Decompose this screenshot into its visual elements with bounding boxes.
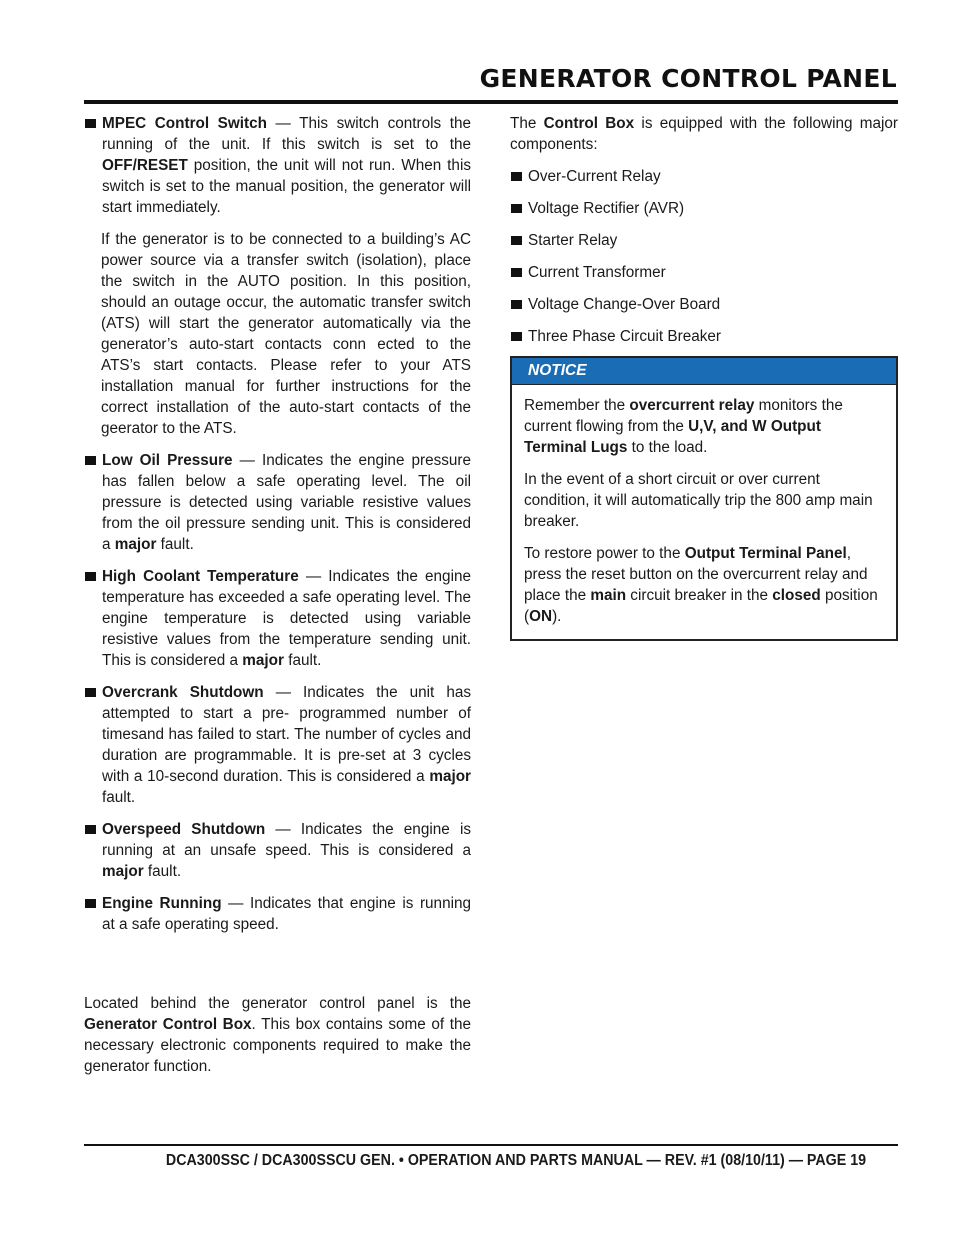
bullet-low-oil-pressure [84,450,471,555]
page-footer: DCA300SSC / DCA300SSCU GEN. • OPERATION AND PARTS MANUAL — REV. #1 (08/10/11) — PAGE 19 [165,1152,866,1169]
square-bullet-icon [85,572,96,581]
square-bullet-icon [511,236,522,245]
list-item: Over-Current Relay [510,166,898,187]
square-bullet-icon [85,825,96,834]
list-item: Voltage Rectifier (AVR) [510,198,898,219]
bullet-overcrank-shutdown [84,682,471,808]
bullet-text: Engine Running — Indicates that engine is running at a safe operating speed. [102,895,471,933]
control-box-paragraph: Located behind the generator control panel is the Generator Control Box. This box contains some of the necessary electronic components required to make the generator function. [84,995,471,1075]
notice-box [510,356,898,641]
square-bullet-icon [511,300,522,309]
square-bullet-icon [511,332,522,341]
square-bullet-icon [85,899,96,908]
list-item: Starter Relay [510,230,898,251]
bullet-overspeed-shutdown [84,819,471,882]
bullet-text: Overcrank Shutdown — Indicates the unit has attempted to start a pre- programmed number of timesand has failed to start. The number of cycles and duration are programmable. It is pre-set at 3 cycles with a 10-second duration. This is considered a major fault. [102,684,471,806]
square-bullet-icon [511,204,522,213]
control-box-intro: The Control Box is equipped with the following major components: [510,115,898,153]
bullet-label: Overcrank Shutdown [102,684,264,701]
bullet-text: High Coolant Temperature — Indicates the engine temperature has exceeded a safe operating level. The engine temperature is detected using variable resistive values from the temperature sending unit. This is considered a major fault. [102,568,471,669]
list-item: Voltage Change-Over Board [510,294,898,315]
bullet-label: Overspeed Shutdown [102,821,266,838]
right-column [510,113,898,641]
page-title: GENERATOR CONTROL PANEL [479,64,897,93]
square-bullet-icon [85,688,96,697]
bullet-text: MPEC Control Switch — This switch controls the running of the unit. If this switch is set to the OFF/RESET position, the unit will not run. When this switch is set to the manual position, the generator will start immediately. [102,115,471,216]
bullet-high-coolant-temperature [84,566,471,671]
left-column [84,113,471,1077]
square-bullet-icon [511,172,522,181]
footer-rule [84,1144,898,1146]
list-item: Current Transformer [510,262,898,283]
bullet-engine-running [84,893,471,935]
header-rule [84,100,898,104]
square-bullet-icon [85,119,96,128]
bullet-text: Overspeed Shutdown — Indicates the engine is running at an unsafe speed. This is considered a major fault. [102,821,471,880]
component-list [510,166,898,347]
notice-paragraph: In the event of a short circuit or over current condition, it will automatically trip the 800 amp main breaker. [524,471,873,530]
bullet-label: MPEC Control Switch [102,115,267,132]
bullet-text: Low Oil Pressure — Indicates the engine pressure has fallen below a safe operating level. The oil pressure is detected using variable resistive values from the oil pressure sending unit. This is considered a major fault. [102,452,471,553]
square-bullet-icon [85,456,96,465]
notice-paragraph: Remember the overcurrent relay monitors the current flowing from the U,V, and W Output Terminal Lugs to the load. [524,397,843,456]
bullet-label: High Coolant Temperature [102,568,299,585]
bullet-mpec-control-switch [84,113,471,218]
notice-paragraph: To restore power to the Output Terminal Panel, press the reset button on the overcurrent relay and place the main circuit breaker in the closed position (ON). [524,545,878,625]
bullet-label: Engine Running [102,895,222,912]
notice-body [512,385,896,639]
mpec-auto-paragraph: If the generator is to be connected to a building’s AC power source via a transfer switch (isolation), place the switch in the AUTO position. In this position, should an outage occur, the automatic transfer switch (ATS) will start the generator automatically via the generator’s auto-start contacts conn ected to the ATS’s start contacts. Please refer to your ATS installation manual for further instructions for the correct installation of the auto-start contacts of the geerator to the ATS. [101,231,471,437]
notice-heading: NOTICE [512,358,896,385]
list-item: Three Phase Circuit Breaker [510,326,898,347]
square-bullet-icon [511,268,522,277]
bullet-label: Low Oil Pressure [102,452,233,469]
